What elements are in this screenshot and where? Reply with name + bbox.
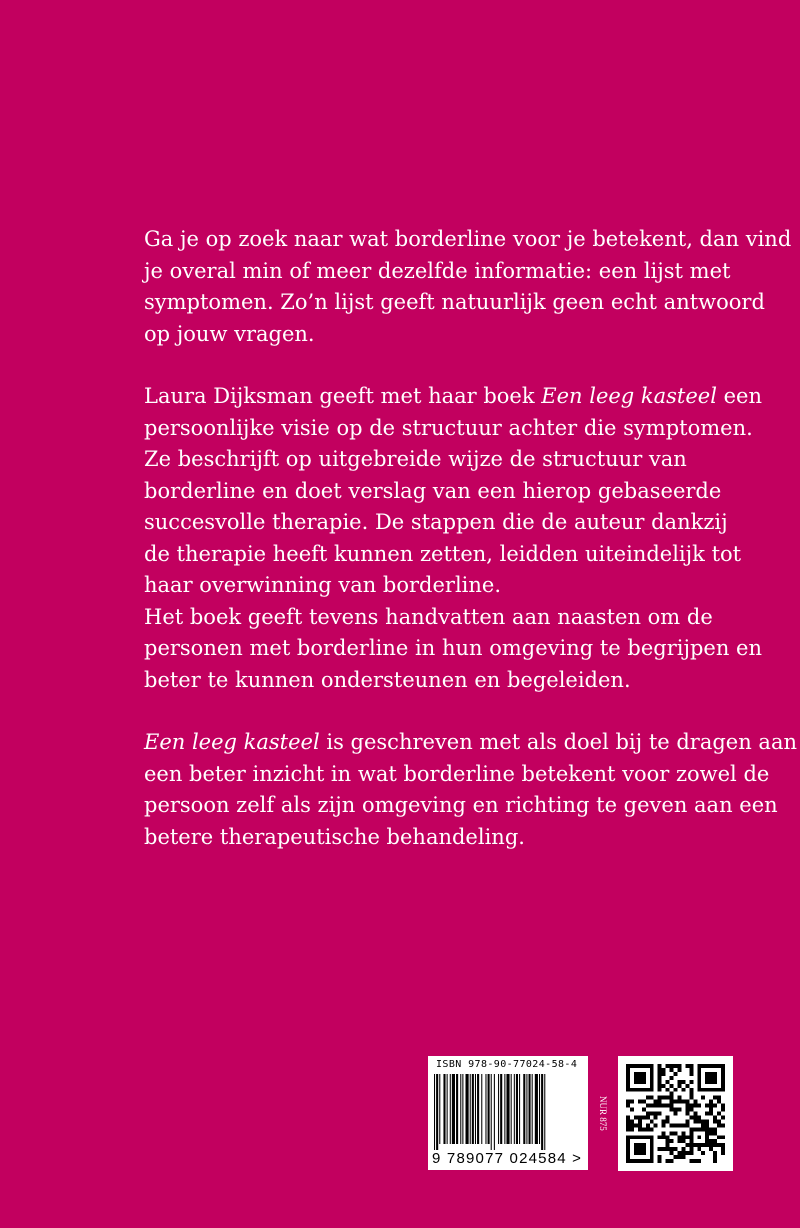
qr-code (618, 1056, 733, 1171)
barcode-bar (541, 1074, 543, 1150)
barcode-bar (472, 1074, 474, 1144)
barcode-bar (544, 1074, 545, 1150)
blurb-line: succesvolle therapie. De stappen die de auteur dankzij (144, 510, 728, 534)
barcode-bar (539, 1074, 540, 1144)
blurb-line: personen met borderline in hun omgeving te begrijpen en (144, 636, 762, 660)
barcode-bar (532, 1074, 533, 1144)
back-cover-blurb (144, 224, 797, 884)
isbn-barcode (428, 1056, 588, 1170)
barcode-bar (511, 1074, 512, 1144)
barcode-bar (470, 1074, 471, 1144)
blurb-line: betere therapeutische behandeling. (144, 824, 525, 849)
barcode-bar (498, 1074, 499, 1144)
barcode-bar (443, 1074, 445, 1144)
barcode-bar (485, 1074, 486, 1144)
blurb-paragraph-1 (144, 224, 792, 350)
blurb-text: Laura Dijksman geeft met haar boek (144, 384, 542, 408)
barcode-bar (491, 1074, 492, 1150)
blurb-line: een beter inzicht in wat borderline betekent voor zowel de (144, 761, 770, 786)
barcode-bar (447, 1074, 448, 1144)
book-title: Een leeg kasteel (144, 730, 320, 754)
barcode-bar (519, 1074, 520, 1144)
barcode-bar (452, 1074, 455, 1144)
blurb-line: haar overwinning van borderline. (144, 573, 502, 597)
barcode-bar (466, 1074, 469, 1144)
barcode-bar (462, 1074, 463, 1144)
blurb-line: je overal min of meer dezelfde informatie: een lijst met (144, 258, 731, 283)
barcode-bar (523, 1074, 525, 1144)
barcode-bar (439, 1074, 440, 1144)
blurb-text: een (716, 384, 763, 408)
barcode-bar (477, 1074, 479, 1144)
barcode-bar (504, 1074, 505, 1144)
nur-code (596, 1096, 610, 1136)
blurb-line: Het boek geeft tevens handvatten aan naasten om de (144, 604, 713, 629)
blurb-line: de therapie heeft kunnen zetten, leidden uiteindelijk tot (144, 541, 742, 566)
blurb-line (144, 381, 764, 413)
barcode-bar (460, 1074, 461, 1144)
blurb-line: Ga je op zoek naar wat borderline voor je betekent, dan vind (144, 227, 792, 251)
barcode-bar (456, 1074, 458, 1144)
barcode-bar (526, 1074, 527, 1144)
blurb-line: borderline en doet verslag van een hierop gebaseerde (144, 478, 722, 503)
barcode-bar (436, 1074, 438, 1150)
barcode-bar (506, 1074, 509, 1144)
isbn-label: ISBN 978-90-77024-58-4 (436, 1059, 578, 1070)
blurb-text: is geschreven met als doel bij te dragen aan (319, 730, 797, 754)
blurb-line (144, 727, 797, 759)
barcode-bar (434, 1074, 435, 1150)
blurb-line: op jouw vragen. (144, 321, 315, 346)
barcode-bar (450, 1074, 451, 1144)
barcode-bar (516, 1074, 518, 1144)
blurb-paragraph-2 (144, 381, 764, 696)
barcode-bar (535, 1074, 538, 1144)
barcode-bar (494, 1074, 495, 1150)
blurb-line: beter te kunnen ondersteunen en begeleiden. (144, 667, 631, 692)
nur-label: NUR 875 (598, 1096, 608, 1131)
barcode-bar (529, 1074, 531, 1144)
blurb-line: Ze beschrijft op uitgebreide wijze de structuur van (144, 447, 687, 471)
barcode-bar (475, 1074, 476, 1144)
barcode-bar (500, 1074, 502, 1144)
blurb-line: persoon zelf als zijn omgeving en richting te geven aan een (144, 793, 778, 817)
barcode-bars (434, 1074, 582, 1150)
blurb-paragraph-3 (144, 727, 797, 853)
barcode-digits: 9 789077 024584 > (432, 1150, 583, 1167)
barcode-bar (514, 1074, 515, 1144)
qr-code-icon (626, 1064, 725, 1163)
barcode-bar (488, 1074, 490, 1144)
blurb-line: persoonlijke visie op de structuur achter die symptomen. (144, 415, 753, 440)
book-title: Een leeg kasteel (541, 384, 717, 408)
blurb-line: symptomen. Zo’n lijst geeft natuurlijk geen echt antwoord (144, 290, 765, 314)
barcode-bar (481, 1074, 482, 1144)
